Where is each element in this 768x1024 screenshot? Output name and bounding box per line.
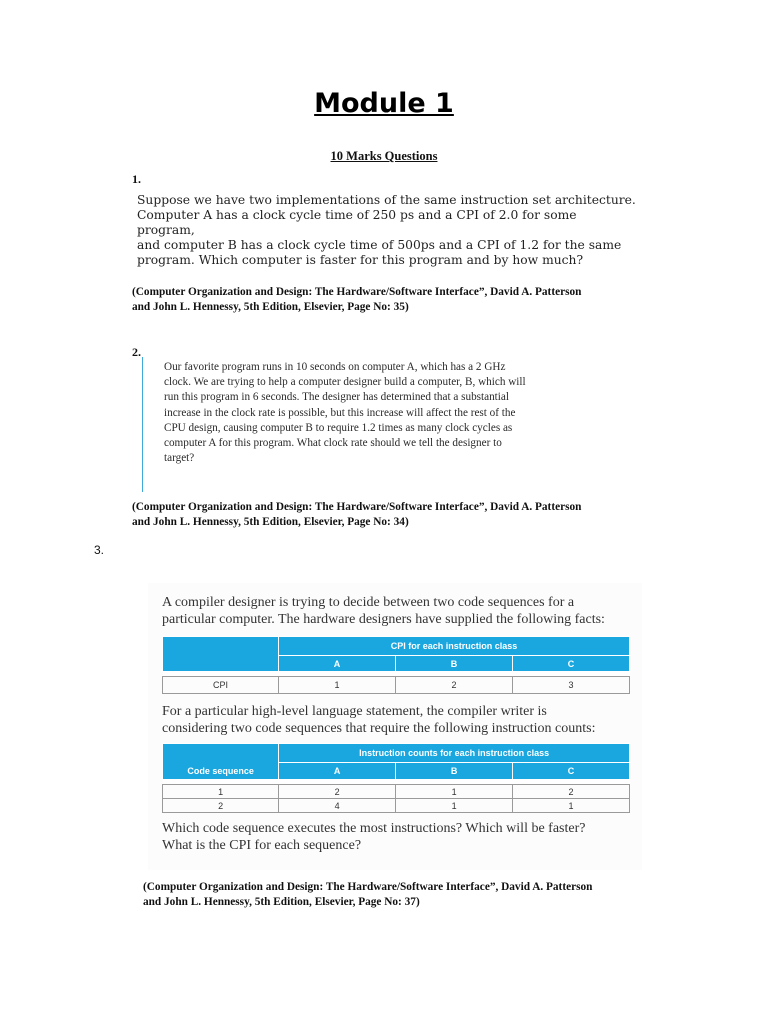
reference-line: and John L. Hennessy, 5th Edition, Elsevier, Page No: 34): [132, 516, 409, 528]
table-row: [163, 785, 630, 799]
section-subtitle: 10 Marks Questions: [330, 149, 438, 163]
question-3-reference: [143, 880, 592, 910]
reference-line: and John L. Hennessy, 5th Edition, Elsevier, Page No: 35): [132, 301, 409, 313]
cpi-table-cell: 3: [512, 677, 629, 694]
reference-line: (Computer Organization and Design: The Hardware/Software Interface”, David A. Patterson: [132, 501, 582, 513]
question-2-text: [164, 360, 584, 466]
question-3-intro: [162, 594, 632, 628]
instruction-count-table-class-header: B: [396, 763, 513, 780]
cpi-table-class-header: A: [279, 656, 396, 672]
instruction-count-table-group-header: Instruction counts for each instruction class: [279, 744, 630, 763]
cpi-table-cell: 1: [279, 677, 396, 694]
instruction-count-table-class-header: C: [513, 763, 630, 780]
count-cell: 1: [513, 799, 630, 813]
cpi-table-group-header: CPI for each instruction class: [279, 637, 630, 656]
question-2-line: run this program in 6 seconds. The designer has determined that a substantial: [164, 391, 509, 404]
question-3-number: 3.: [94, 543, 105, 557]
question-2-line: increase in the clock rate is possible, but this increase will affect the rest of the: [164, 406, 516, 419]
question-2-number: 2.: [132, 345, 141, 359]
cpi-table-class-header: C: [512, 656, 629, 672]
count-cell: 2: [279, 785, 396, 799]
question-3-question: [162, 820, 632, 854]
count-cell: 1: [396, 799, 513, 813]
question-3-question-line: What is the CPI for each sequence?: [162, 838, 362, 853]
reference-line: (Computer Organization and Design: The Hardware/Software Interface”, David A. Patterson: [132, 286, 582, 298]
question-1-line: and computer B has a clock cycle time of 500ps and a CPI of 1.2 for the same: [137, 238, 622, 252]
question-2-line: computer A for this program. What clock rate should we tell the designer to: [164, 437, 502, 450]
question-3-intro-line: particular computer. The hardware designers have supplied the following facts:: [162, 612, 605, 627]
reference-line: and John L. Hennessy, 5th Edition, Elsevier, Page No: 37): [143, 896, 420, 908]
question-2-line: CPU design, causing computer B to require 1.2 times as many clock cycles as: [164, 421, 513, 434]
instruction-count-table-class-header: A: [279, 763, 396, 780]
question-1-line: Computer A has a clock cycle time of 250 ps and a CPI of 2.0 for some program,: [137, 208, 577, 237]
instruction-count-table-row-header: Code sequence: [163, 744, 279, 780]
cpi-table-class-header: B: [395, 656, 512, 672]
question-3-intro-line: A compiler designer is trying to decide between two code sequences for a: [162, 595, 575, 610]
cpi-table-row-label: CPI: [163, 677, 279, 694]
cpi-table-cell: 2: [395, 677, 512, 694]
question-2-line: clock. We are trying to help a computer designer build a computer, B, which will: [164, 376, 526, 389]
cpi-table: [162, 636, 630, 694]
question-1-text: [137, 193, 637, 268]
table-row: [163, 799, 630, 813]
question-3-middle-line: For a particular high-level language statement, the compiler writer is: [162, 704, 547, 719]
question-2-reference: [132, 500, 581, 530]
page-title: Module 1: [314, 88, 454, 119]
question-2-margin-bar: [142, 357, 143, 492]
question-2-line: Our favorite program runs in 10 seconds on computer A, which has a 2 GHz: [164, 361, 506, 373]
count-cell: 2: [513, 785, 630, 799]
question-3-middle: [162, 703, 632, 737]
cpi-table-corner: [163, 637, 279, 672]
instruction-count-table: [162, 743, 630, 813]
question-3-middle-line: considering two code sequences that require the following instruction counts:: [162, 721, 596, 736]
sequence-cell: 2: [163, 799, 279, 813]
question-3-question-line: Which code sequence executes the most instructions? Which will be faster?: [162, 821, 586, 836]
question-2-line: target?: [164, 452, 195, 465]
question-1-line: Suppose we have two implementations of the same instruction set architecture.: [137, 193, 636, 207]
count-cell: 1: [396, 785, 513, 799]
question-1-line: program. Which computer is faster for this program and by how much?: [137, 253, 584, 267]
question-1-reference: [132, 285, 581, 315]
question-1-number: 1.: [132, 172, 141, 186]
reference-line: (Computer Organization and Design: The Hardware/Software Interface”, David A. Patterson: [143, 881, 593, 893]
sequence-cell: 1: [163, 785, 279, 799]
count-cell: 4: [279, 799, 396, 813]
